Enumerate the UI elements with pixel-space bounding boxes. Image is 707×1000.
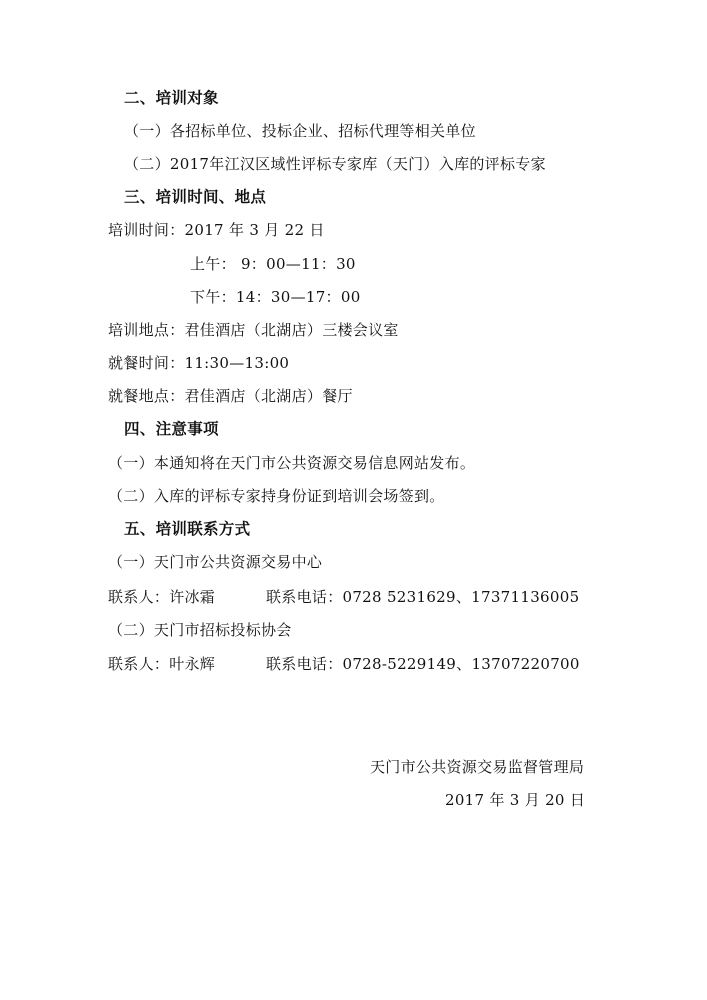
- morning-session: 上午： 9：00—11：30: [190, 255, 356, 273]
- contact-phone-1: 联系电话：0728 5231629、17371136005: [266, 588, 580, 606]
- contact-person-1: 联系人：许冰霜: [108, 588, 216, 606]
- contact-phone-2: 联系电话：0728-5229149、13707220700: [266, 655, 580, 673]
- signature-organization: 天门市公共资源交易监督管理局: [370, 758, 585, 776]
- section-4-item-1: （一）本通知将在天门市公共资源交易信息网站发布。: [108, 454, 476, 472]
- meal-location: 就餐地点：君佳酒店（北湖店）餐厅: [108, 387, 353, 405]
- contact-org-1: （一）天门市公共资源交易中心: [108, 553, 323, 571]
- training-time-line: [108, 220, 325, 240]
- afternoon-session: 下午：14：30—17：00: [190, 288, 361, 306]
- contact-person-2: 联系人：叶永辉: [108, 655, 216, 673]
- signature-date: 2017 年 3 月 20 日: [445, 791, 586, 809]
- section-2-heading: 二、培训对象: [124, 89, 219, 107]
- training-date: 2017 年 3 月 22 日: [184, 221, 325, 239]
- section-3-heading: 三、培训时间、地点: [124, 188, 267, 206]
- contact-org-2: （二）天门市招标投标协会: [108, 621, 292, 639]
- section-4-heading: 四、注意事项: [124, 420, 219, 438]
- section-5-heading: 五、培训联系方式: [124, 520, 251, 538]
- section-2-item-1: （一）各招标单位、投标企业、招标代理等相关单位: [124, 122, 476, 140]
- training-time-label: 培训时间：: [108, 221, 185, 239]
- section-2-item-2: （二）2017年江汉区域性评标专家库（天门）入库的评标专家: [124, 155, 546, 173]
- training-location: 培训地点：君佳酒店（北湖店）三楼会议室: [108, 321, 399, 339]
- section-4-item-2: （二）入库的评标专家持身份证到培训会场签到。: [108, 487, 445, 505]
- meal-time: 就餐时间：11:30—13:00: [108, 354, 290, 372]
